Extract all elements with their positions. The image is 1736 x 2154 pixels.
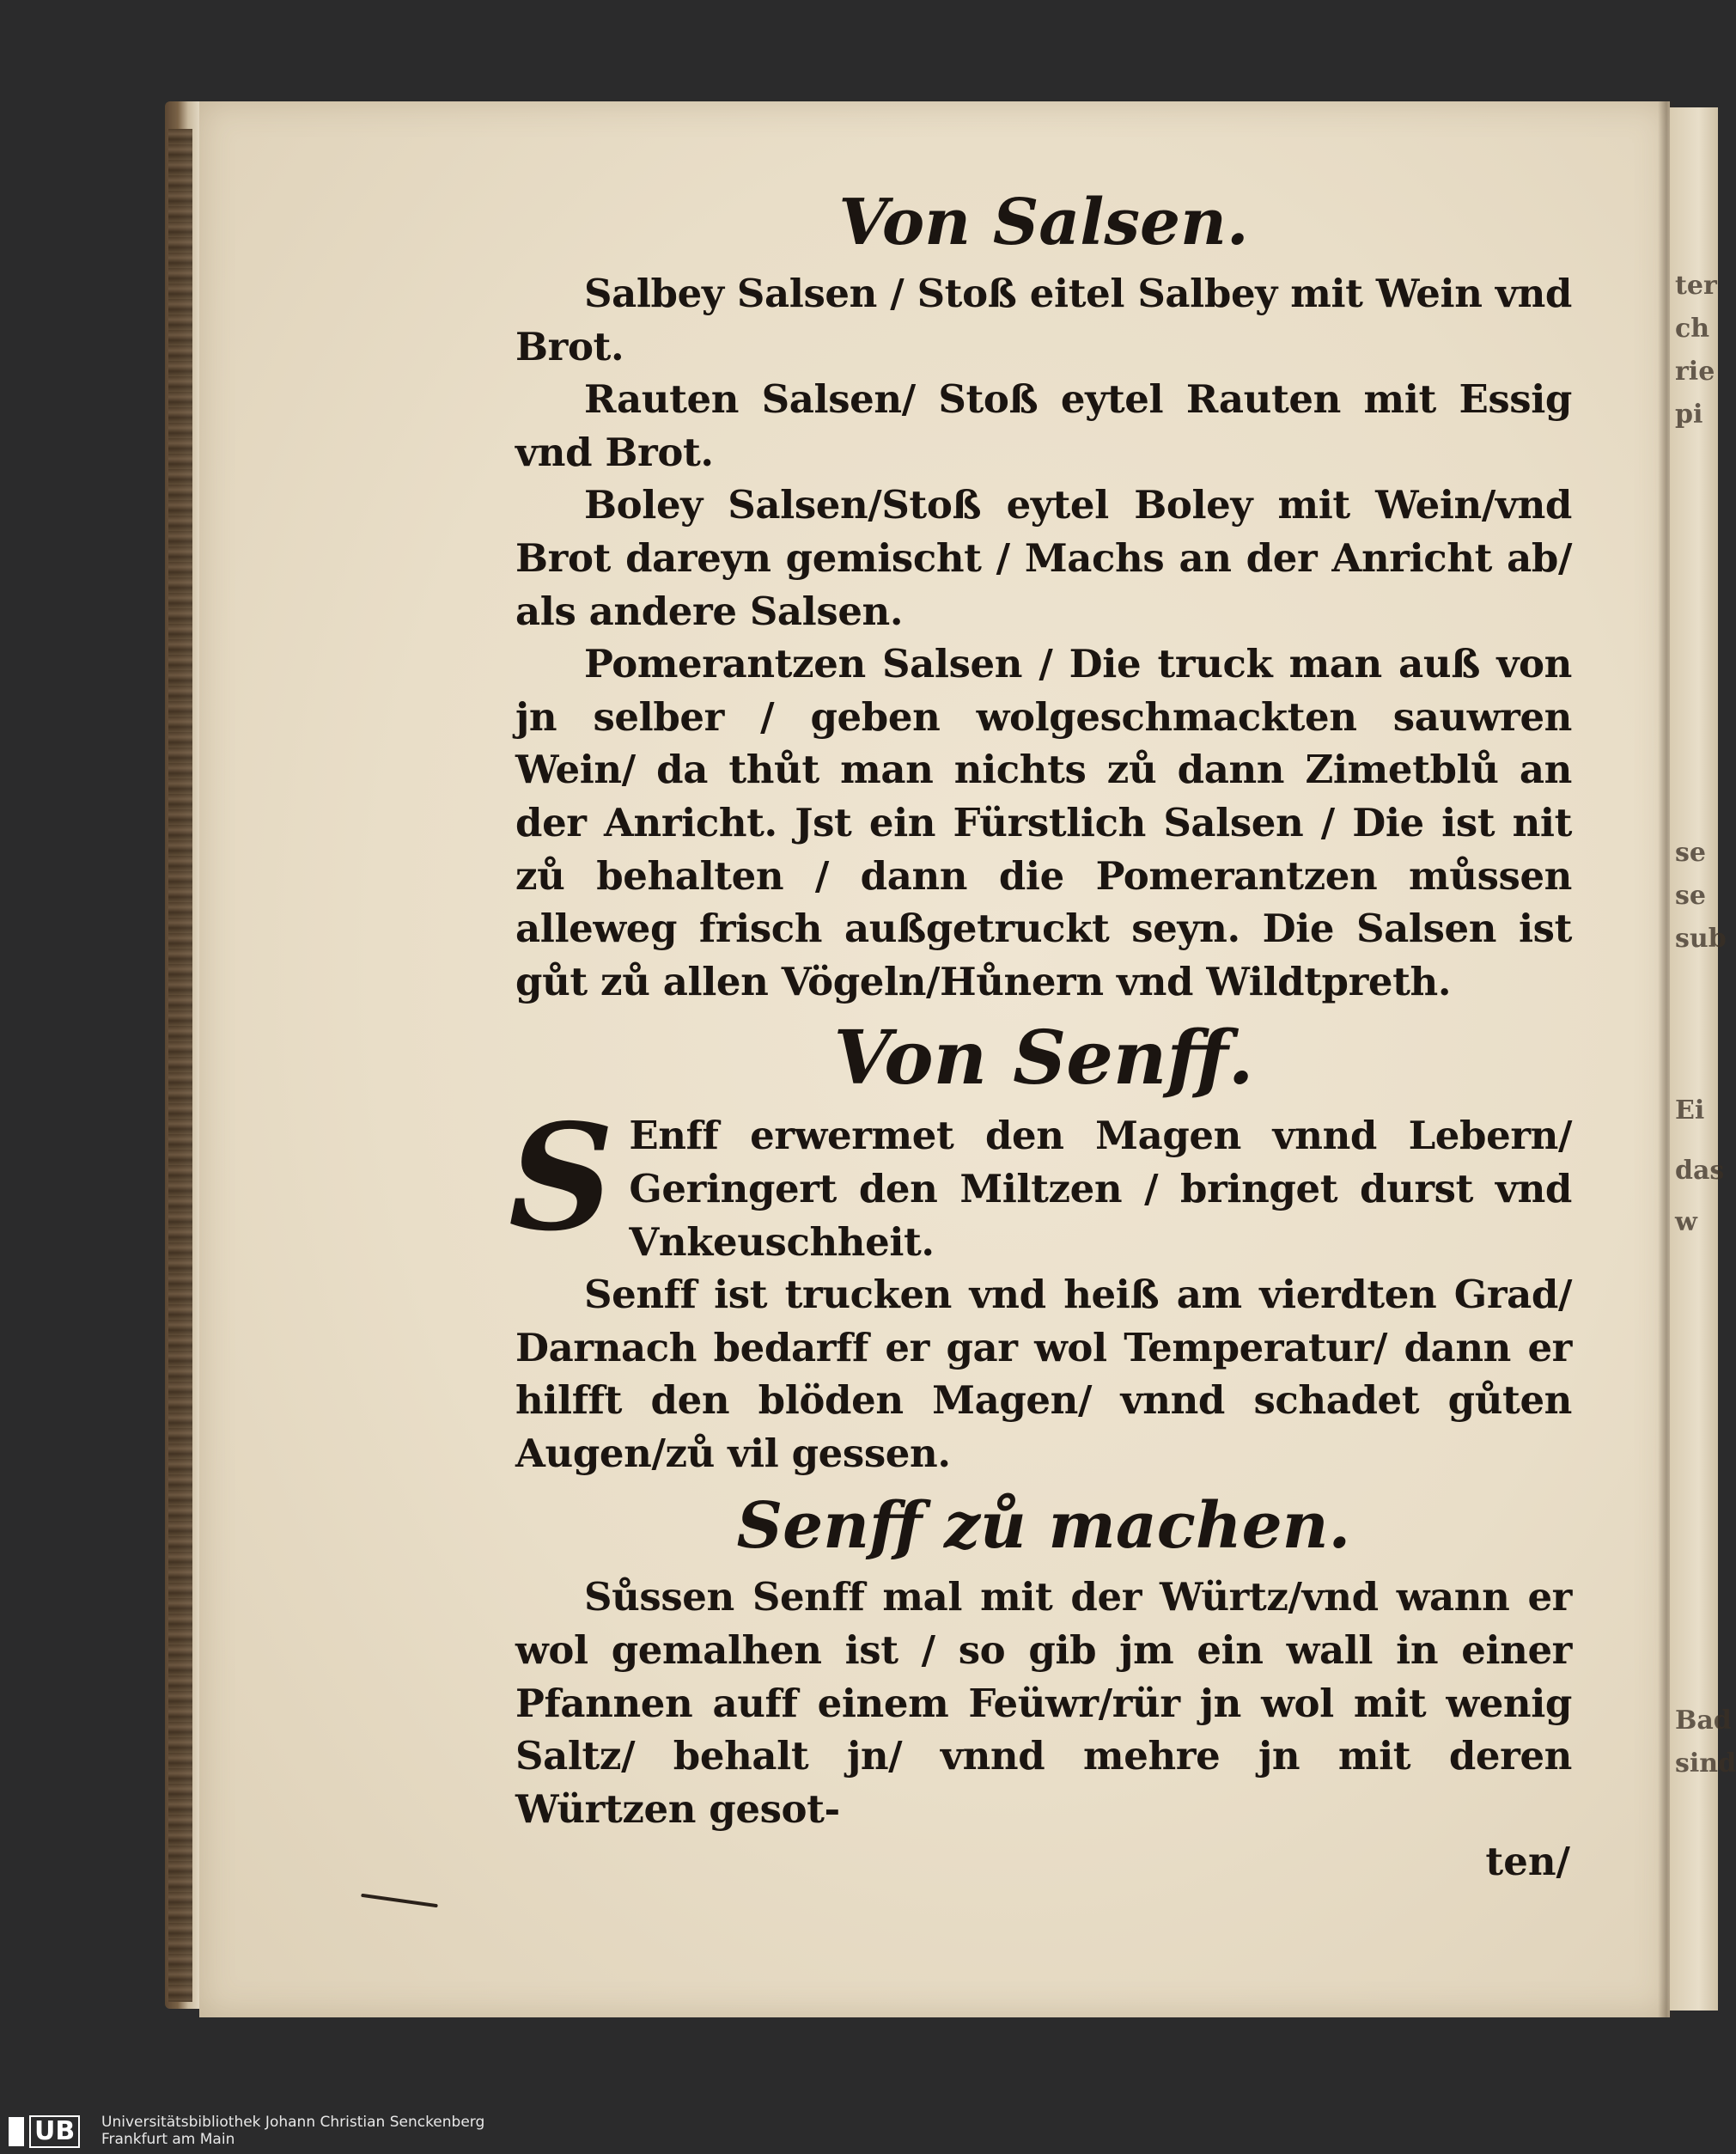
library-name: Universitätsbibliothek Johann Christian Senckenberg [101, 2114, 485, 2131]
page-text-block [509, 176, 1572, 1889]
facing-fragment: se [1675, 881, 1706, 911]
paragraph-pomerantzen: Pomerantzen Salsen / Die truck man auß von jn selber / geben wolgeschmackten sauwren Wein/ da thůt man nichts zů dann Zimetblů an der Anricht. Jst ein Fürstlich Salsen / Die ist nit zů behalten / dann die Pomerantzen můssen alleweg frisch außgetruckt seyn. Die Salsen ist gůt zů allen Vögeln/Hůnern vnd Wildtpreth. [515, 641, 1572, 1004]
facing-fragment: das [1675, 1156, 1725, 1186]
paragraph-suessen-senff: Sůssen Senff mal mit der Würtz/vnd wann er wol gemalhen ist / so gib jm ein wall in einer Pfannen auff einem Feüwr/rür jn wol mit wenig Saltz/ behalt jn/ vnnd mehre jn mit deren Würtzen gesot- [515, 1574, 1572, 1832]
facing-fragment: ter [1675, 271, 1717, 301]
paragraph-salbey: Salbey Salsen / Stoß eitel Salbey mit Wein vnd Brot. [515, 271, 1572, 369]
facing-fragment: sub [1675, 924, 1727, 954]
facing-fragment: Ei [1675, 1095, 1705, 1126]
facing-fragment: w [1675, 1207, 1697, 1237]
heading-von-senff: Von Senff. [833, 1015, 1254, 1102]
paragraph-senff-intro: S Enff erwermet den Magen vnnd Lebern/ Geringert den Miltzen / bringet durst vnd Vnkeuschheit. [509, 1092, 1572, 1265]
facing-fragment: rie [1675, 357, 1715, 387]
decorated-initial: S [509, 1092, 614, 1265]
footer-bar [0, 2109, 1718, 2154]
book-spine [168, 129, 192, 2002]
catchword: ten/ [1485, 1839, 1570, 1885]
facing-fragment: se [1675, 838, 1706, 868]
library-logo: UB [9, 2114, 80, 2149]
library-city: Frankfurt am Main [101, 2131, 235, 2148]
logo-square-icon [9, 2117, 24, 2146]
facing-fragment: pi [1675, 400, 1703, 430]
facing-fragment: ch [1675, 314, 1710, 344]
paragraph-boley: Boley Salsen/Stoß eytel Boley mit Wein/vnd Brot dareyn gemischt / Machs an der Anricht ab/ als andere Salsen. [515, 482, 1572, 634]
facing-fragment: Bad [1675, 1706, 1732, 1736]
paragraph-rauten: Rauten Salsen/ Stoß eytel Rauten mit Essig vnd Brot. [515, 376, 1572, 475]
heading-senff-machen: Senff zů machen. [736, 1489, 1351, 1564]
paragraph-senff-trucken: Senff ist trucken vnd heiß am vierdten Grad/ Darnach bedarff er gar wol Temperatur/ dann er hilfft den blöden Magen/ vnnd schadet gůten Augen/zů vil gessen. [515, 1272, 1572, 1476]
heading-von-salsen: Von Salsen. [838, 186, 1249, 259]
facing-fragment: sind [1675, 1748, 1736, 1779]
library-credit [101, 2114, 484, 2148]
facing-page-edge [1670, 107, 1736, 2011]
